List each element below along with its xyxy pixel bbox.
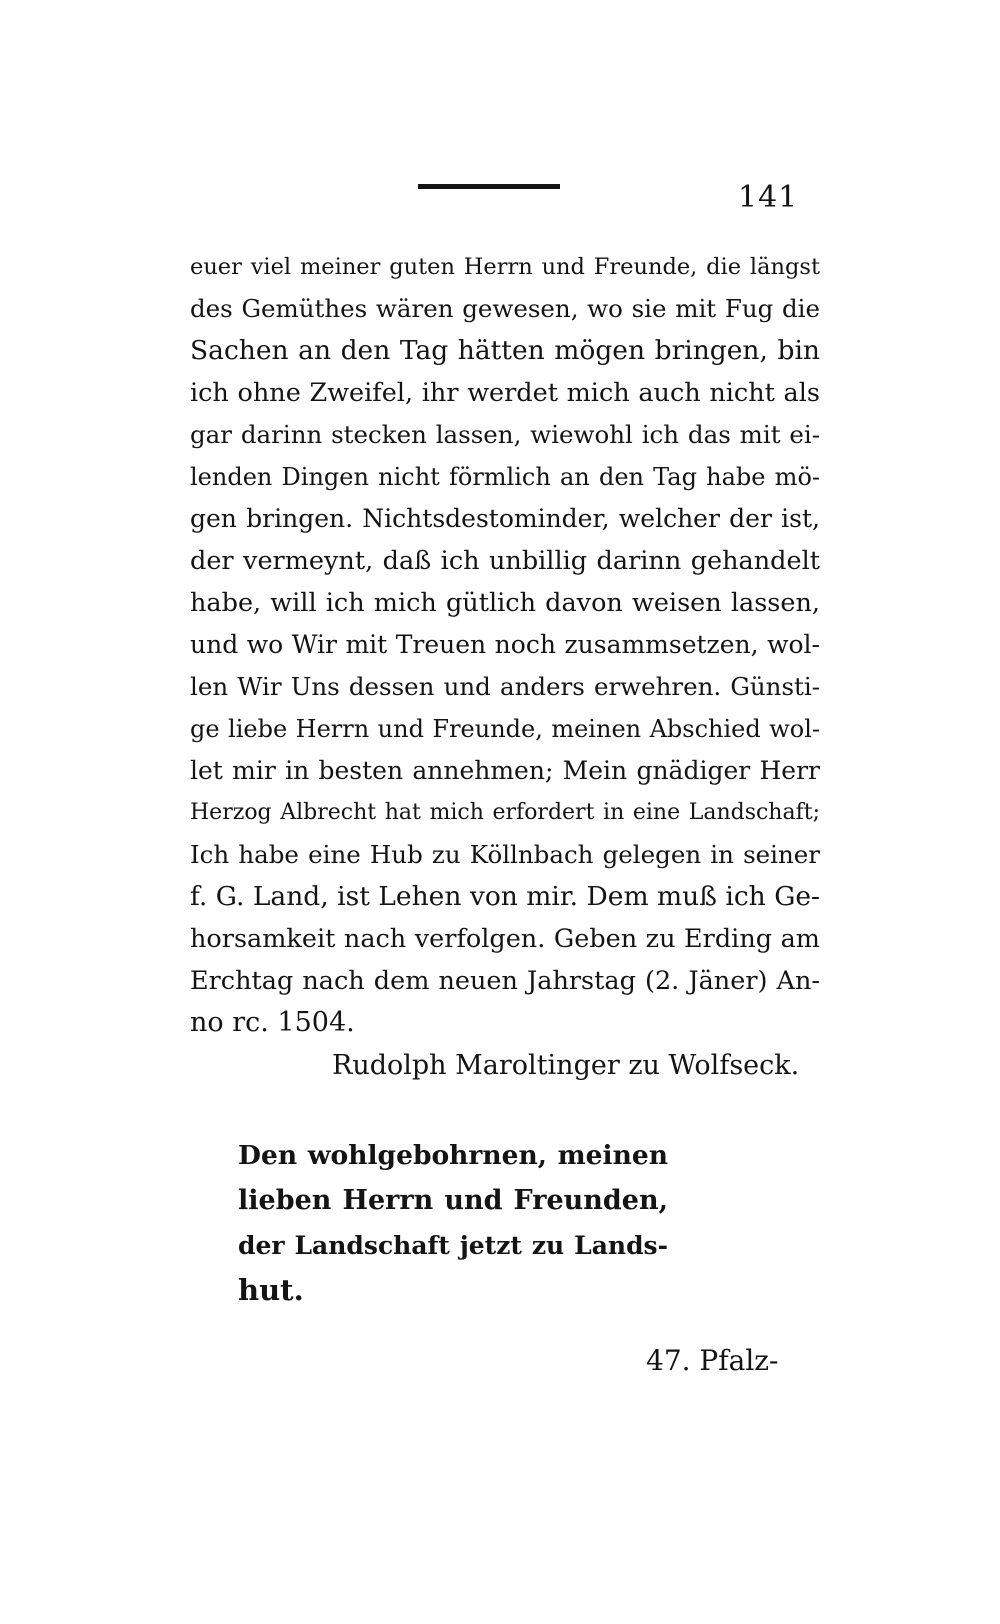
header-rule <box>418 184 560 189</box>
signature: Rudolph Maroltinger zu Wolfseck. <box>332 1050 800 1081</box>
body-line: der vermeynt, daß ich unbillig darinn gehandelt <box>190 546 820 576</box>
body-line: Herzog Albrecht hat mich erfordert in eine Landschaft; <box>190 800 820 825</box>
letter-body <box>190 246 820 1044</box>
body-line: f. G. Land, ist Lehen von mir. Dem muß ich Ge- <box>190 881 820 912</box>
body-line: gar darinn stecken lassen, wiewohl ich das mit ei- <box>190 420 820 449</box>
body-line: gen bringen. Nichtsdestominder, welcher der ist, <box>190 504 820 533</box>
address-line: der Landschaft jetzt zu Lands- <box>238 1231 668 1260</box>
body-line: Erchtag nach dem neuen Jahrstag (2. Jäner) An- <box>190 966 820 996</box>
body-line: ich ohne Zweifel, ihr werdet mich auch nicht als <box>190 378 820 408</box>
body-line: len Wir Uns dessen und anders erwehren. Günsti- <box>190 672 820 701</box>
body-line: euer viel meiner guten Herrn und Freunde, die längst <box>190 254 820 280</box>
body-line: let mir in besten annehmen; Mein gnädiger Herr <box>190 756 820 785</box>
catchword: 47. Pfalz- <box>646 1344 779 1377</box>
body-line: horsamkeit nach verfolgen. Geben zu Erding am <box>190 924 820 954</box>
body-line: und wo Wir mit Treuen noch zusammsetzen, wol- <box>190 630 820 659</box>
body-line: no rc. 1504. <box>190 1007 355 1038</box>
body-line: Sachen an den Tag hätten mögen bringen, bin <box>190 335 820 366</box>
address-line: lieben Herrn und Freunden, <box>238 1185 668 1216</box>
body-line: habe, will ich mich gütlich davon weisen lassen, <box>190 588 820 618</box>
body-line: Ich habe eine Hub zu Köllnbach gelegen in seiner <box>190 840 820 869</box>
address-line: Den wohlgebohrnen, meinen <box>238 1140 668 1171</box>
body-line: ge liebe Herrn und Freunde, meinen Abschied wol- <box>190 715 820 743</box>
address-line: hut. <box>238 1273 304 1307</box>
body-line: lenden Dingen nicht förmlich an den Tag habe mö- <box>190 463 820 491</box>
address-block <box>238 1133 668 1313</box>
page-number: 141 <box>738 180 799 215</box>
body-line: des Gemüthes wären gewesen, wo sie mit Fug die <box>190 294 820 323</box>
